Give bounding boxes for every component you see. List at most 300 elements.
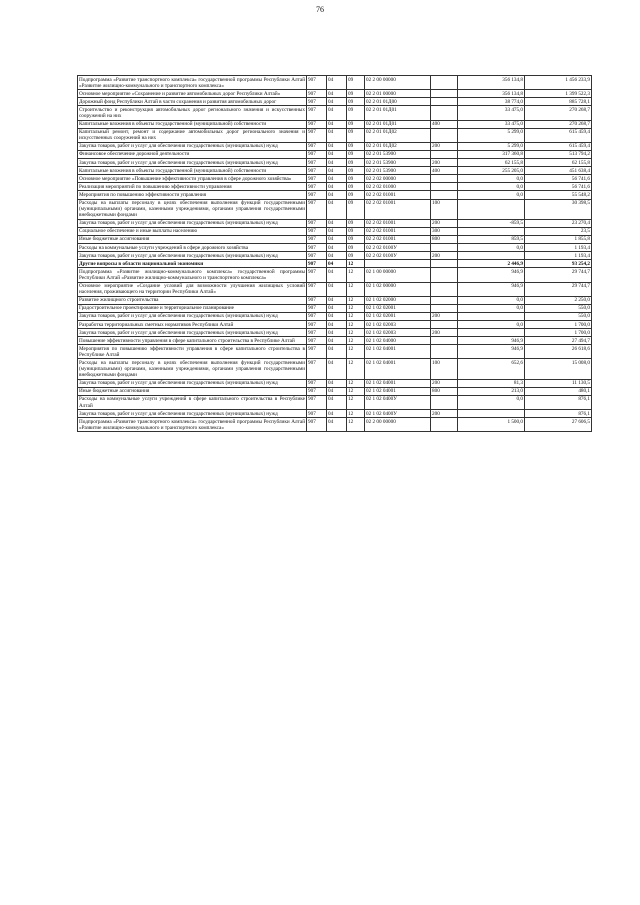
cell-name: Мероприятия по повышению эффективности управления в сфере капитального строительства в Республике Алтай: [79, 345, 305, 358]
cell-subsection: 09: [347, 183, 365, 191]
cell-name: Закупка товаров, работ и услуг для обеспечения государственных (муниципальных) нужд: [78, 312, 307, 320]
cell-ved: 907: [307, 359, 327, 379]
cell-amount-change: 33 475,0: [458, 120, 525, 128]
table-row: [78, 175, 592, 183]
cell-expense-type: 200: [431, 159, 458, 167]
cell-section: 04: [327, 379, 347, 387]
cell-amount-total: 15 008,0: [525, 359, 592, 379]
cell-section: 04: [327, 252, 347, 260]
cell-subsection: 12: [347, 345, 365, 359]
cell-ved: 907: [307, 329, 327, 337]
table-row: [78, 191, 592, 199]
table-row: [78, 395, 592, 409]
table-row: [78, 235, 592, 243]
cell-section: 04: [327, 296, 347, 304]
cell-expense-type: 200: [431, 312, 458, 320]
table-row: [78, 244, 592, 252]
cell-subsection: 09: [347, 98, 365, 106]
cell-amount-change: [458, 199, 525, 219]
cell-ved: 907: [307, 106, 327, 120]
cell-name: Основное мероприятие «Создание условий для возможности улучшения жилищных условий населения, проживающего на территории Республики Алтай»: [79, 283, 305, 296]
cell-ved: 907: [307, 159, 327, 167]
cell-section: 04: [327, 260, 347, 268]
cell-amount-change: 2 446,9: [458, 260, 525, 268]
cell-amount-total: 23 270,4: [525, 219, 592, 227]
cell-name: Закупка товаров, работ и услуг для обеспечения государственных (муниципальных) нужд: [78, 142, 307, 150]
cell-section: 04: [327, 142, 347, 150]
table-row: [78, 268, 592, 282]
table-row: [78, 183, 592, 191]
cell-ved: 907: [307, 142, 327, 150]
cell-subsection: 12: [347, 337, 365, 345]
cell-name: Расходы на коммунальные услуги учреждений в сфере капитального строительства в Республике Алтай: [79, 396, 305, 409]
cell-amount-total: 513 794,2: [525, 150, 592, 158]
cell-section: 04: [327, 387, 347, 395]
budget-table-body: [78, 76, 592, 432]
cell-target-article: 02 1 02 04001: [365, 387, 431, 395]
cell-name: Закупка товаров, работ и услуг для обеспечения государственных (муниципальных) нужд: [78, 252, 307, 260]
cell-amount-total: 1 855,8: [525, 235, 592, 243]
cell-expense-type: [431, 150, 458, 158]
cell-amount-change: 38 774,0: [458, 98, 525, 106]
cell-expense-type: [431, 98, 458, 106]
cell-amount-change: 859,5: [458, 235, 525, 243]
cell-amount-change: 5 299,0: [458, 142, 525, 150]
cell-amount-change: 946,9: [458, 345, 525, 359]
cell-amount-change: 946,9: [458, 282, 525, 296]
cell-ved: 907: [307, 379, 327, 387]
cell-amount-change: 62 155,8: [458, 159, 525, 167]
cell-expense-type: [431, 296, 458, 304]
cell-target-article: [365, 260, 431, 268]
table-row: [78, 337, 592, 345]
cell-expense-type: [431, 321, 458, 329]
cell-amount-total: 2 250,0: [525, 296, 592, 304]
cell-ved: 907: [307, 235, 327, 243]
cell-expense-type: 200: [431, 329, 458, 337]
cell-section: 04: [327, 329, 347, 337]
cell-ved: 907: [307, 268, 327, 282]
cell-amount-total: 885 728,1: [525, 98, 592, 106]
cell-amount-total: 1 700,0: [525, 329, 592, 337]
cell-ved: 907: [307, 219, 327, 227]
cell-name: Расходы на коммунальные услуги учреждений в сфере дорожного хозяйства: [78, 244, 307, 252]
cell-subsection: 09: [347, 159, 365, 167]
cell-target-article: 02 2 02 01001: [365, 227, 431, 235]
cell-target-article: 02 2 02 01001: [365, 219, 431, 227]
cell-amount-total: 1 399 522,3: [525, 90, 592, 98]
cell-amount-total: 56 741,6: [525, 183, 592, 191]
cell-subsection: 09: [347, 175, 365, 183]
cell-amount-change: 0,0: [458, 175, 525, 183]
cell-ved: 907: [307, 312, 327, 320]
cell-amount-change: [458, 410, 525, 418]
cell-amount-change: 0,0: [458, 296, 525, 304]
cell-subsection: 12: [347, 359, 365, 379]
cell-amount-change: 0,0: [458, 395, 525, 409]
cell-target-article: 02 1 02 04001: [365, 345, 431, 359]
cell-amount-change: 0,0: [458, 321, 525, 329]
cell-amount-change: 0,0: [458, 191, 525, 199]
table-row: [78, 379, 592, 387]
cell-subsection: 09: [347, 128, 365, 142]
cell-expense-type: [431, 244, 458, 252]
table-row: [78, 159, 592, 167]
cell-subsection: 12: [347, 321, 365, 329]
cell-target-article: 02 2 01 01Д01: [365, 120, 431, 128]
table-row: [78, 199, 592, 219]
cell-ved: 907: [307, 410, 327, 418]
cell-amount-total: 1 193,4: [525, 252, 592, 260]
cell-name: Дорожный фонд Республики Алтай в части сохранения и развития автомобильных дорог: [78, 98, 307, 106]
cell-name: Капитальный ремонт, ремонт и содержание автомобильных дорог регионального значения и искусственных сооружений на них: [79, 129, 305, 142]
cell-expense-type: 400: [431, 167, 458, 175]
cell-expense-type: 400: [431, 120, 458, 128]
cell-target-article: 02 1 02 02003: [365, 321, 431, 329]
cell-amount-change: 946,9: [458, 268, 525, 282]
cell-target-article: 02 2 00 00000: [365, 76, 431, 90]
cell-name: Подпрограмма «Развитие транспортного комплекса» государственной программы Республики Алтай «Развитие жилищно-коммунального и транспортного комплекса»: [79, 418, 305, 431]
table-row: [78, 345, 592, 359]
cell-name: Повышение эффективности управления в сфере капитального строительства в Республике Алтай: [78, 337, 307, 345]
cell-amount-total: 11 130,5: [525, 379, 592, 387]
table-row: [78, 304, 592, 312]
cell-section: 04: [327, 345, 347, 359]
cell-section: 04: [327, 410, 347, 418]
cell-amount-total: 1 700,0: [525, 321, 592, 329]
cell-subsection: 09: [347, 150, 365, 158]
cell-subsection: 09: [347, 191, 365, 199]
cell-amount-total: 615 459,4: [525, 128, 592, 142]
cell-expense-type: 200: [431, 410, 458, 418]
cell-target-article: 02 2 01 53900: [365, 159, 431, 167]
cell-section: 04: [327, 191, 347, 199]
cell-name: Подпрограмма «Развитие жилищно-коммунального комплекса» государственной программы Республики Алтай «Развитие жилищно-коммунального и транспортного комплекса»: [79, 268, 305, 281]
cell-ved: 907: [307, 282, 327, 296]
cell-target-article: 02 1 02 0400У: [365, 395, 431, 409]
cell-expense-type: 800: [431, 387, 458, 395]
cell-subsection: 12: [347, 418, 365, 432]
cell-name: Капитальные вложения в объекты государственной (муниципальной) собственности: [78, 120, 307, 128]
cell-subsection: 09: [347, 142, 365, 150]
cell-expense-type: [431, 183, 458, 191]
cell-ved: 907: [307, 199, 327, 219]
cell-name: Иные бюджетные ассигнования: [78, 235, 307, 243]
cell-expense-type: [431, 304, 458, 312]
cell-ved: 907: [307, 183, 327, 191]
cell-ved: 907: [307, 120, 327, 128]
cell-amount-total: 93 254,2: [525, 260, 592, 268]
cell-amount-total: 480,1: [525, 387, 592, 395]
cell-subsection: 12: [347, 379, 365, 387]
cell-target-article: 02 1 02 02003: [365, 329, 431, 337]
cell-expense-type: 200: [431, 219, 458, 227]
cell-amount-change: 81,3: [458, 379, 525, 387]
cell-amount-change: [458, 312, 525, 320]
cell-amount-total: 615 459,4: [525, 142, 592, 150]
cell-amount-total: 29 744,7: [525, 282, 592, 296]
cell-name: Расходы на выплаты персоналу в целях обеспечения выполнения функций государственными (муниципальными) органами, казенными учреждениями, органами управления государственными внебюджетными фондами: [79, 200, 305, 219]
table-row: [78, 128, 592, 142]
cell-expense-type: [431, 337, 458, 345]
cell-amount-total: 23,5: [525, 227, 592, 235]
cell-amount-change: [458, 252, 525, 260]
cell-section: 04: [327, 98, 347, 106]
cell-target-article: 02 1 02 04001: [365, 379, 431, 387]
table-row: [78, 219, 592, 227]
cell-ved: 907: [307, 387, 327, 395]
cell-section: 04: [327, 395, 347, 409]
cell-target-article: 02 2 01 01Д02: [365, 128, 431, 142]
cell-target-article: 02 2 02 0100У: [365, 252, 431, 260]
cell-name: Подпрограмма «Развитие транспортного комплекса» государственной программы Республики Алтай «Развитие жилищно-коммунального и транспортного комплекса»: [79, 76, 305, 89]
cell-ved: 907: [307, 98, 327, 106]
cell-amount-change: [458, 227, 525, 235]
cell-subsection: 12: [347, 282, 365, 296]
cell-amount-change: -859,5: [458, 219, 525, 227]
cell-target-article: 02 2 02 01001: [365, 235, 431, 243]
cell-section: 04: [327, 418, 347, 432]
cell-amount-total: 876,1: [525, 410, 592, 418]
cell-amount-change: 356 134,8: [458, 76, 525, 90]
cell-section: 04: [327, 244, 347, 252]
table-row: [78, 418, 592, 432]
cell-ved: 907: [307, 260, 327, 268]
table-row: [78, 252, 592, 260]
cell-expense-type: 100: [431, 359, 458, 379]
cell-amount-change: 317 360,8: [458, 150, 525, 158]
table-row: [78, 329, 592, 337]
cell-amount-change: 33 475,0: [458, 106, 525, 120]
cell-amount-total: 550,0: [525, 312, 592, 320]
cell-name: Основное мероприятие «Сохранение и развитие автомобильных дорог Республики Алтай»: [78, 90, 307, 98]
cell-name: Мероприятия по повышению эффективности управления: [78, 191, 307, 199]
cell-ved: 907: [307, 337, 327, 345]
cell-target-article: 02 2 02 01001: [365, 199, 431, 219]
table-row: [78, 410, 592, 418]
cell-amount-total: 550,0: [525, 304, 592, 312]
table-row: [78, 106, 592, 120]
cell-target-article: 02 2 01 01Д02: [365, 142, 431, 150]
cell-ved: 907: [307, 150, 327, 158]
cell-amount-total: 56 741,6: [525, 175, 592, 183]
cell-expense-type: [431, 175, 458, 183]
cell-amount-total: 27 494,7: [525, 337, 592, 345]
cell-target-article: 02 1 02 02001: [365, 304, 431, 312]
cell-name: Расходы на выплаты персоналу в целях обеспечения выполнения функций государственными (муниципальными) органами, казенными учреждениями, органами управления государственными внебюджетными фондами: [79, 359, 305, 379]
cell-target-article: 02 2 00 00000: [365, 418, 431, 432]
cell-section: 04: [327, 282, 347, 296]
cell-name: Закупка товаров, работ и услуг для обеспечения государственных (муниципальных) нужд: [78, 379, 307, 387]
cell-name: Развитие жилищного строительства: [78, 296, 307, 304]
cell-expense-type: 800: [431, 235, 458, 243]
cell-ved: 907: [307, 345, 327, 359]
cell-amount-change: 1 500,0: [458, 418, 525, 432]
cell-section: 04: [327, 106, 347, 120]
cell-amount-total: 27 606,5: [525, 418, 592, 432]
cell-expense-type: [431, 268, 458, 282]
cell-name: Закупка товаров, работ и услуг для обеспечения государственных (муниципальных) нужд: [78, 410, 307, 418]
cell-section: 04: [327, 128, 347, 142]
table-row: [78, 282, 592, 296]
cell-subsection: 12: [347, 395, 365, 409]
cell-section: 04: [327, 167, 347, 175]
cell-target-article: 02 2 02 00000: [365, 175, 431, 183]
table-row: [78, 76, 592, 90]
cell-ved: 907: [307, 296, 327, 304]
cell-amount-total: 1 456 233,9: [525, 76, 592, 90]
cell-subsection: 09: [347, 244, 365, 252]
cell-ved: 907: [307, 244, 327, 252]
table-row: [78, 387, 592, 395]
table-row: [78, 167, 592, 175]
cell-expense-type: [431, 106, 458, 120]
cell-section: 04: [327, 183, 347, 191]
cell-amount-change: 213,0: [458, 387, 525, 395]
cell-subsection: 09: [347, 106, 365, 120]
cell-name: Финансовое обеспечение дорожной деятельности: [78, 150, 307, 158]
cell-ved: 907: [307, 76, 327, 90]
table-row: [78, 227, 592, 235]
table-row: [78, 260, 592, 268]
cell-target-article: 02 1 02 04000: [365, 337, 431, 345]
cell-ved: 907: [307, 252, 327, 260]
cell-expense-type: [431, 191, 458, 199]
cell-section: 04: [327, 199, 347, 219]
cell-name: Социальное обеспечение и иные выплаты населению: [78, 227, 307, 235]
cell-expense-type: [431, 395, 458, 409]
table-row: [78, 321, 592, 329]
cell-target-article: 02 1 02 0400У: [365, 410, 431, 418]
cell-amount-total: 1 193,4: [525, 244, 592, 252]
cell-expense-type: [431, 76, 458, 90]
cell-name: Разработка территориальных сметных нормативов Республики Алтай: [78, 321, 307, 329]
cell-subsection: 09: [347, 120, 365, 128]
cell-target-article: 02 2 01 01Д01: [365, 106, 431, 120]
cell-subsection: 12: [347, 268, 365, 282]
cell-name: Строительство и реконструкция автомобильных дорог регионального значения и искусственных сооружений на них: [79, 106, 305, 119]
cell-subsection: 09: [347, 235, 365, 243]
cell-name: Закупка товаров, работ и услуг для обеспечения государственных (муниципальных) нужд: [78, 329, 307, 337]
table-row: [78, 359, 592, 379]
table-row: [78, 150, 592, 158]
cell-amount-total: 55 548,2: [525, 191, 592, 199]
cell-subsection: 09: [347, 219, 365, 227]
cell-subsection: 09: [347, 167, 365, 175]
cell-section: 04: [327, 227, 347, 235]
cell-target-article: 02 2 01 01Д00: [365, 98, 431, 106]
cell-expense-type: [431, 128, 458, 142]
cell-amount-total: 29 744,7: [525, 268, 592, 282]
cell-expense-type: [431, 345, 458, 359]
cell-amount-change: 652,6: [458, 359, 525, 379]
cell-ved: 907: [307, 227, 327, 235]
table-row: [78, 90, 592, 98]
cell-expense-type: [431, 90, 458, 98]
cell-section: 04: [327, 321, 347, 329]
cell-section: 04: [327, 359, 347, 379]
cell-ved: 907: [307, 90, 327, 98]
cell-target-article: 02 2 02 0100У: [365, 244, 431, 252]
cell-amount-total: 451 638,4: [525, 167, 592, 175]
cell-section: 04: [327, 120, 347, 128]
cell-amount-change: 0,0: [458, 304, 525, 312]
cell-amount-total: 30 398,5: [525, 199, 592, 219]
cell-subsection: 09: [347, 76, 365, 90]
table-row: [78, 120, 592, 128]
cell-expense-type: 200: [431, 252, 458, 260]
cell-amount-total: 876,1: [525, 395, 592, 409]
cell-subsection: 12: [347, 410, 365, 418]
cell-amount-total: 62 155,8: [525, 159, 592, 167]
cell-expense-type: [431, 418, 458, 432]
cell-name: Закупка товаров, работ и услуг для обеспечения государственных (муниципальных) нужд: [78, 219, 307, 227]
cell-name: Градостроительное проектирование и территориальное планирование: [78, 304, 307, 312]
cell-target-article: 02 2 02 01000: [365, 183, 431, 191]
cell-target-article: 02 1 02 02001: [365, 312, 431, 320]
cell-section: 04: [327, 304, 347, 312]
cell-target-article: 02 2 02 01001: [365, 191, 431, 199]
table-row: [78, 142, 592, 150]
cell-expense-type: 100: [431, 199, 458, 219]
cell-section: 04: [327, 90, 347, 98]
cell-name: Закупка товаров, работ и услуг для обеспечения государственных (муниципальных) нужд: [78, 159, 307, 167]
cell-amount-change: 5 299,0: [458, 128, 525, 142]
cell-section: 04: [327, 159, 347, 167]
cell-subsection: 12: [347, 296, 365, 304]
cell-amount-total: 26 618,6: [525, 345, 592, 359]
cell-ved: 907: [307, 128, 327, 142]
cell-amount-change: 356 134,8: [458, 90, 525, 98]
cell-amount-total: 270 268,7: [525, 120, 592, 128]
cell-ved: 907: [307, 167, 327, 175]
cell-ved: 907: [307, 191, 327, 199]
cell-name: Иные бюджетные ассигнования: [78, 387, 307, 395]
cell-ved: 907: [307, 321, 327, 329]
cell-section: 04: [327, 312, 347, 320]
cell-amount-change: 255 205,0: [458, 167, 525, 175]
cell-target-article: 02 2 01 53900: [365, 150, 431, 158]
cell-ved: 907: [307, 418, 327, 432]
cell-section: 04: [327, 76, 347, 90]
cell-amount-change: 0,0: [458, 183, 525, 191]
cell-subsection: 09: [347, 199, 365, 219]
cell-ved: 907: [307, 175, 327, 183]
budget-table: [77, 75, 592, 432]
cell-subsection: 12: [347, 260, 365, 268]
cell-section: 04: [327, 175, 347, 183]
cell-name: Капитальные вложения в объекты государственной (муниципальной) собственности: [78, 167, 307, 175]
cell-subsection: 09: [347, 90, 365, 98]
table-row: [78, 296, 592, 304]
cell-section: 04: [327, 268, 347, 282]
cell-subsection: 12: [347, 387, 365, 395]
cell-amount-change: 0,0: [458, 244, 525, 252]
cell-name: Основное мероприятие «Повышение эффективности управления в сфере дорожного хозяйства»: [78, 175, 307, 183]
cell-amount-total: 270 268,7: [525, 106, 592, 120]
cell-amount-change: [458, 329, 525, 337]
cell-expense-type: [431, 260, 458, 268]
cell-expense-type: 300: [431, 227, 458, 235]
cell-target-article: 02 1 02 00000: [365, 282, 431, 296]
cell-name: Другие вопросы в области национальной экономики: [78, 260, 307, 268]
cell-ved: 907: [307, 304, 327, 312]
cell-target-article: 02 2 01 00000: [365, 90, 431, 98]
cell-section: 04: [327, 235, 347, 243]
cell-section: 04: [327, 150, 347, 158]
cell-ved: 907: [307, 395, 327, 409]
cell-section: 04: [327, 219, 347, 227]
